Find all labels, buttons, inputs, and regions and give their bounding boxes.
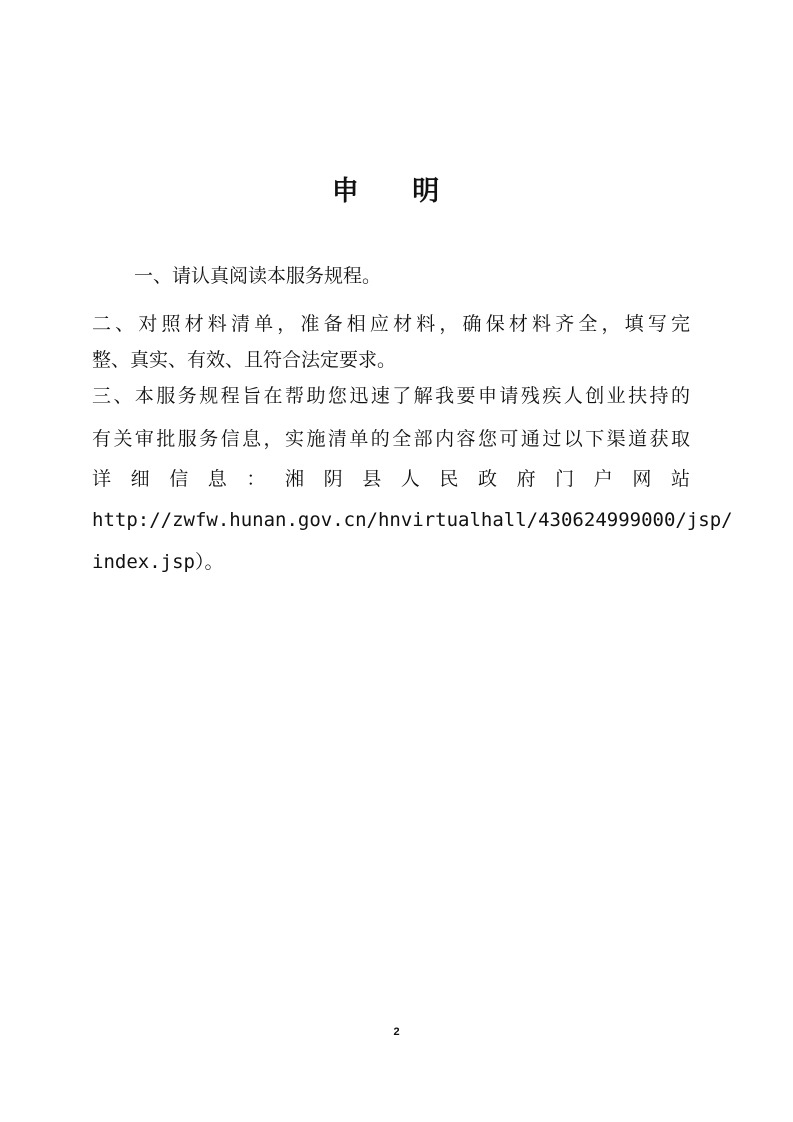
item-3-line-2: 有关审批服务信息，实施清单的全部内容您可通过以下渠道获取 xyxy=(92,428,690,450)
page-number: 2 xyxy=(393,1026,400,1038)
portal-url-link[interactable]: http://zwfw.hunan.gov.cn/hnvirtualhall/430624999000/jsp/ xyxy=(92,509,733,531)
item-2-line-1: 二、对照材料清单，准备相应材料，确保材料齐全，填写完 xyxy=(92,313,690,335)
item-3-line-5: index.jsp）。 xyxy=(92,551,224,573)
item-3-line-3: 详 细 信 息 ： 湘 阴 县 人 民 政 府 门 户 网 站 xyxy=(92,468,690,490)
item-3-line-1: 三、本服务规程旨在帮助您迅速了解我要申请残疾人创业扶持的 xyxy=(92,385,690,407)
page-title: 申 明 xyxy=(331,176,462,207)
item-2-line-2: 整、真实、有效、且符合法定要求。 xyxy=(92,349,397,371)
item-1-text: 一、请认真阅读本服务规程。 xyxy=(134,265,382,287)
